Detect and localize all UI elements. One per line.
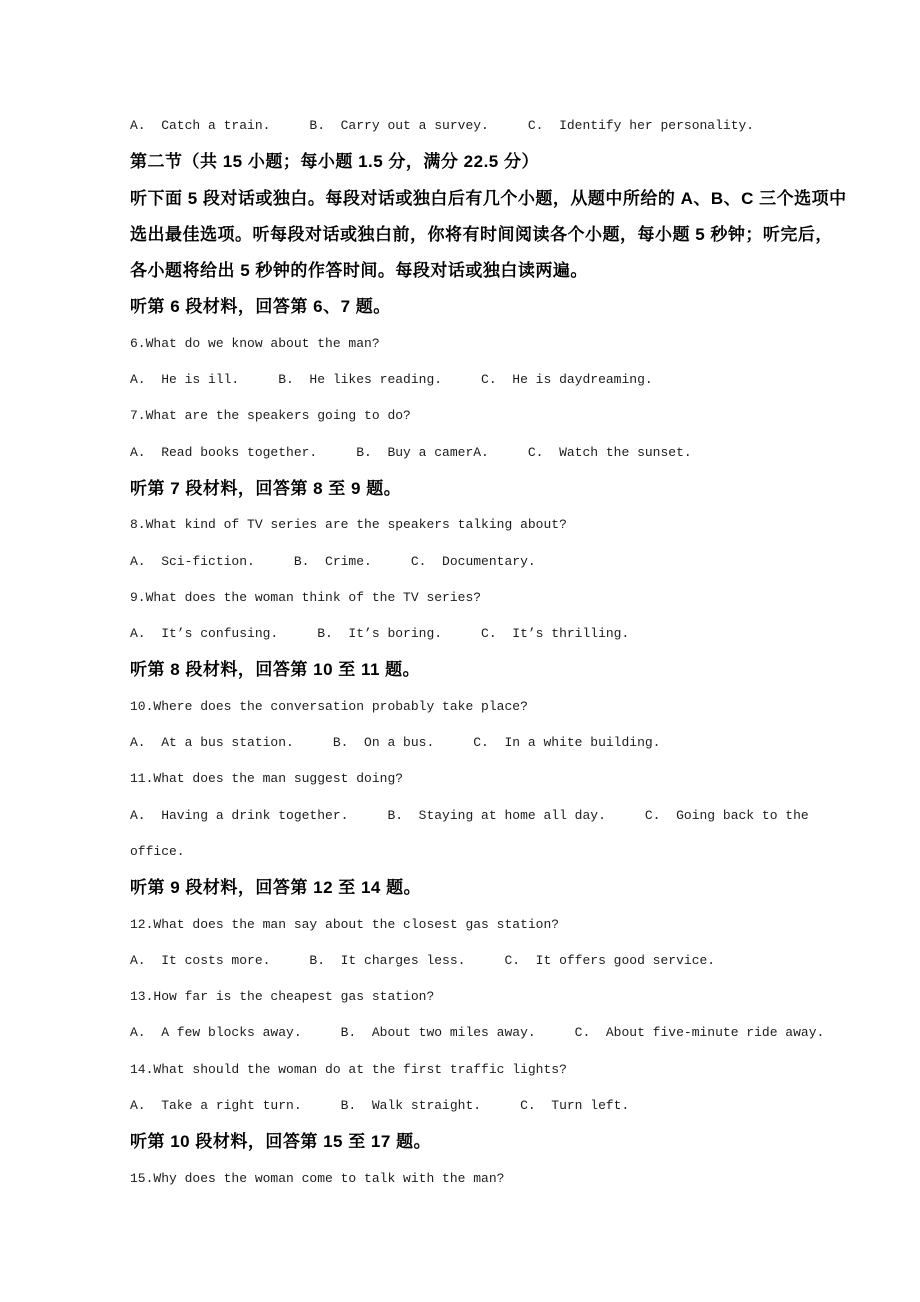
question-10-text: 10.Where does the conversation probably take place? bbox=[130, 698, 528, 714]
question-9-options: A. It’s confusing. B. It’s boring. C. It’s thrilling. bbox=[130, 626, 630, 642]
question-11-options-continued: office. bbox=[130, 843, 185, 859]
question-8-text: 8.What kind of TV series are the speakers talking about? bbox=[130, 517, 567, 533]
question-14-options: A. Take a right turn. B. Walk straight. C. Turn left. bbox=[130, 1098, 630, 1114]
question-6-options: A. He is ill. B. He likes reading. C. He is daydreaming. bbox=[130, 372, 653, 388]
section-2-heading: 第二节（共 15 小题；每小题 1.5 分，满分 22.5 分） bbox=[130, 152, 539, 172]
material-6-prompt: 听第 6 段材料，回答第 6、7 题。 bbox=[130, 297, 391, 317]
question-9-text: 9.What does the woman think of the TV series? bbox=[130, 589, 482, 605]
material-8-prompt: 听第 8 段材料，回答第 10 至 11 题。 bbox=[130, 660, 421, 680]
material-10-prompt: 听第 10 段材料，回答第 15 至 17 题。 bbox=[130, 1132, 432, 1152]
question-5-options: A. Catch a train. B. Carry out a survey. C. Identify her personality. bbox=[130, 118, 755, 133]
question-12-options: A. It costs more. B. It charges less. C. It offers good service. bbox=[130, 952, 716, 968]
question-7-options: A. Read books together. B. Buy a camerA. C. Watch the sunset. bbox=[130, 444, 692, 460]
material-7-prompt: 听第 7 段材料，回答第 8 至 9 题。 bbox=[130, 478, 402, 498]
question-14-text: 14.What should the woman do at the first traffic lights? bbox=[130, 1061, 567, 1077]
question-11-text: 11.What does the man suggest doing? bbox=[130, 771, 404, 787]
question-15-text: 15.Why does the woman come to talk with the man? bbox=[130, 1170, 505, 1186]
question-13-options: A. A few blocks away. B. About two miles away. C. About five-minute ride away. bbox=[130, 1025, 825, 1041]
question-12-text: 12.What does the man say about the closest gas station? bbox=[130, 916, 560, 932]
question-7-text: 7.What are the speakers going to do? bbox=[130, 408, 411, 424]
instructions-line-1: 听下面 5 段对话或独白。每段对话或独白后有几个小题，从题中所给的 A、B、C 三个选项中 bbox=[130, 188, 847, 208]
exam-text-block bbox=[130, 108, 850, 1197]
question-13-text: 13.How far is the cheapest gas station? bbox=[130, 989, 435, 1005]
question-10-options: A. At a bus station. B. On a bus. C. In a white building. bbox=[130, 735, 661, 751]
question-11-options: A. Having a drink together. B. Staying at home all day. C. Going back to the bbox=[130, 807, 809, 823]
instructions-line-2: 选出最佳选项。听每段对话或独白前，你将有时间阅读各个小题，每小题 5 秒钟；听完后， bbox=[130, 224, 833, 244]
question-6-text: 6.What do we know about the man? bbox=[130, 335, 380, 351]
question-8-options: A. Sci-fiction. B. Crime. C. Documentary. bbox=[130, 553, 536, 569]
instructions-line-3: 各小题将给出 5 秒钟的作答时间。每段对话或独白读两遍。 bbox=[130, 261, 588, 281]
material-9-prompt: 听第 9 段材料，回答第 12 至 14 题。 bbox=[130, 878, 422, 898]
